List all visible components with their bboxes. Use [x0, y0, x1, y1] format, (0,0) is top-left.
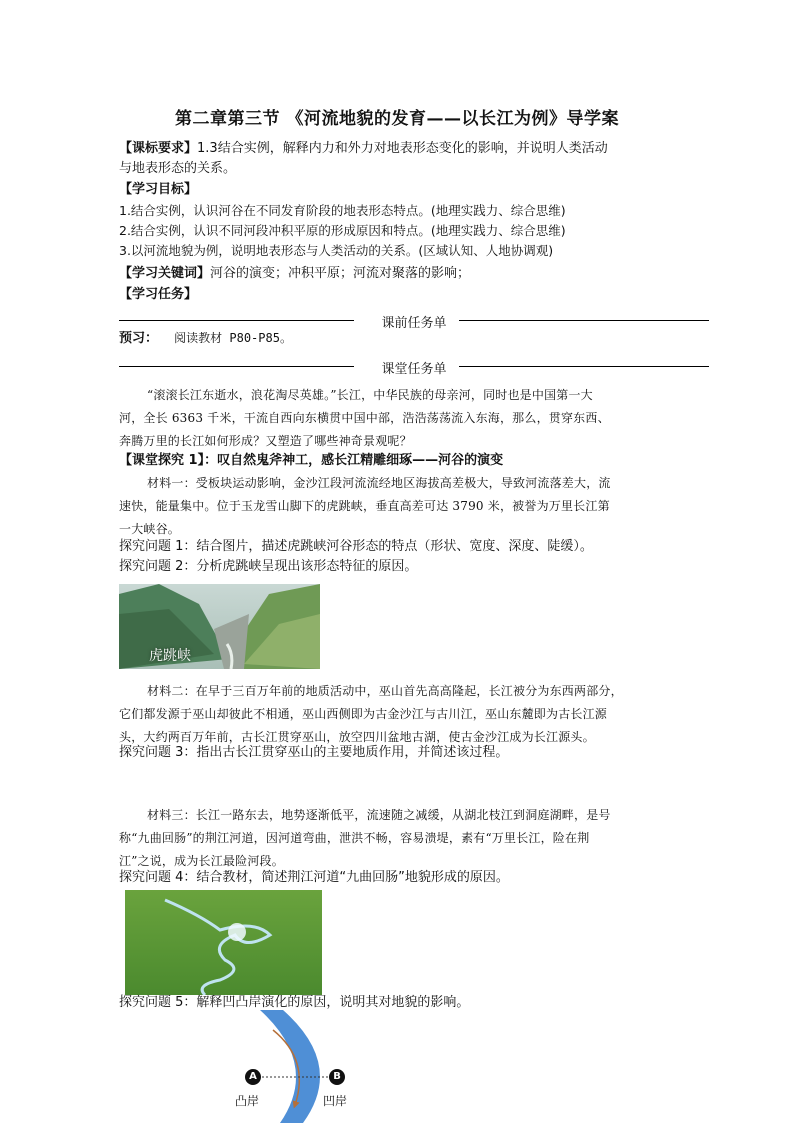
- intro-line: 河，全长 6363 千米，干流自西向东横贯中国中部，浩浩荡荡流入东海，那么，贯穿东西、: [119, 411, 610, 425]
- photo-caption: 虎跳峡: [149, 648, 191, 664]
- question-2: 探究问题 2：分析虎跳峡呈现出该形态特征的原因。: [119, 559, 418, 574]
- question-3: 探究问题 3：指出古长江贯穿巫山的主要地质作用，并简述该过程。: [119, 745, 509, 760]
- concave-bank-label: 凹岸: [323, 1094, 348, 1108]
- meander-illustration: [125, 890, 322, 995]
- standard-text-2: 与地表形态的关系。: [119, 161, 237, 176]
- in-class-divider-label: 课堂任务单: [381, 362, 447, 377]
- objective-item: 2.结合实例，认识不同河段冲积平原的形成原因和特点。(地理实践力、综合思维): [119, 223, 566, 238]
- tiger-leaping-gorge-photo: [119, 584, 320, 669]
- material2-line: 它们都发源于巫山却彼此不相通，巫山西侧即为古金沙江与古川江，巫山东麓即为古长江源: [119, 707, 608, 721]
- material3-line: 江”之说，成为长江最险河段。: [119, 854, 284, 868]
- curriculum-standard: [119, 139, 689, 159]
- material1-line: 速快，能量集中。位于玉龙雪山脚下的虎跳峡，垂直高差可达 3790 米，被誉为万里长江第: [119, 499, 610, 513]
- jingjiang-meander-photo: [125, 890, 322, 995]
- objectives-heading: 【学习目标】: [119, 182, 198, 197]
- pre-class-divider: [119, 312, 709, 331]
- tasks-heading: 【学习任务】: [119, 287, 198, 302]
- page-title: 第二章第三节 《河流地貌的发育——以长江为例》导学案: [175, 109, 619, 129]
- question-4: 探究问题 4：结合教材，简述荆江河道“九曲回肠”地貌形成的原因。: [119, 870, 509, 885]
- in-class-divider: [119, 358, 709, 377]
- material2-line: 材料二：在早于三百万年前的地质活动中，巫山首先高高隆起，长江被分为东西两部分，: [147, 684, 623, 698]
- material3-line: 材料三：长江一路东去，地势逐渐低平，流速随之减缓，从湖北枝江到洞庭湖畔，是号: [147, 808, 611, 822]
- material3-line: 称“九曲回肠”的荆江河道，因河道弯曲，泄洪不畅，容易溃堤，素有“万里长江，险在荆: [119, 831, 590, 845]
- convex-bank-label: 凸岸: [235, 1094, 260, 1108]
- meander-bank-diagram: [225, 1010, 365, 1123]
- intro-line: “滚滚长江东逝水，浪花淘尽英雄。”长江，中华民族的母亲河，同时也是中国第一大: [147, 388, 593, 402]
- preview-label: 预习：: [119, 331, 159, 346]
- objective-item: 3.以河流地貌为例，说明地表形态与人类活动的关系。(区域认知、人地协调观): [119, 243, 554, 258]
- preview-text: 阅读教材 P80-P85。: [174, 331, 292, 345]
- question-1: 探究问题 1：结合图片，描述虎跳峡河谷形态的特点（形状、宽度、深度、陡缓）。: [119, 539, 593, 554]
- pre-class-divider-label: 课前任务单: [381, 316, 447, 331]
- preview-line: [119, 328, 689, 349]
- objective-item: 1.结合实例，认识河谷在不同发育阶段的地表形态特点。(地理实践力、综合思维): [119, 203, 566, 218]
- divider-rule-right: [459, 366, 709, 367]
- material1-line: 材料一：受板块运动影响，金沙江段河流流经地区海拔高差极大，导致河流落差大，流: [147, 476, 611, 490]
- intro-line: 奔腾万里的长江如何形成？又塑造了哪些神奇景观呢？: [119, 434, 412, 448]
- standard-text-1: 1.3结合实例，解释内力和外力对地表形态变化的影响，并说明人类活动: [197, 141, 608, 156]
- divider-rule-right: [459, 320, 709, 321]
- standard-label: 【课标要求】: [119, 141, 198, 156]
- material2-line: 头，大约两百万年前，古长江贯穿巫山，放空四川盆地古湖，使古金沙江成为长江源头。: [119, 730, 595, 744]
- keywords-text: 河谷的演变；冲积平原；河流对聚落的影响；: [210, 266, 471, 281]
- explore1-heading: 【课堂探究 1】：叹自然鬼斧神工，感长江精雕细琢——河谷的演变: [119, 453, 504, 468]
- point-b-label: B: [333, 1071, 341, 1082]
- keywords-line: [119, 264, 689, 284]
- point-a-label: A: [249, 1071, 257, 1082]
- question-5: 探究问题 5：解释凹凸岸演化的原因，说明其对地貌的影响。: [119, 995, 470, 1010]
- keywords-label: 【学习关键词】: [119, 266, 211, 281]
- material1-line: 一大峡谷。: [119, 522, 181, 536]
